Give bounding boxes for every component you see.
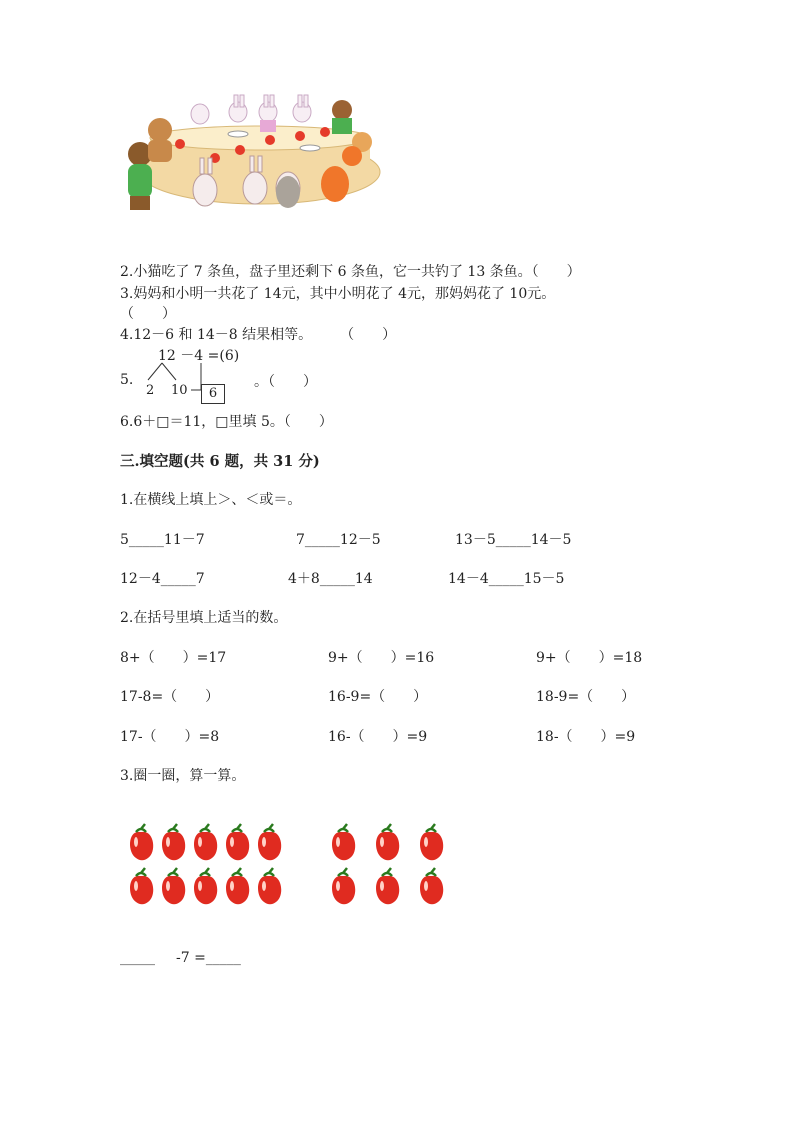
pepper-icon — [258, 868, 281, 904]
compare-cell: 7_____12－5 — [296, 532, 381, 548]
fill-cell: 18-9=（ ） — [536, 689, 636, 705]
fill-cell: 9+（ ）=18 — [536, 650, 643, 666]
question-3: 3.妈妈和小明一共花了 14元，其中小明花了 4元，那妈妈花了 10元。 — [120, 286, 556, 302]
pepper-icon — [420, 824, 443, 860]
compare-cell: 5_____11－7 — [120, 532, 205, 548]
pepper-icon — [162, 868, 185, 904]
fill-cell: 16-（ ）=9 — [328, 729, 428, 745]
q3-expression: -7 =_____ — [176, 950, 241, 966]
animals-table-illustration — [120, 92, 390, 222]
q5-equation: 12 －4 =(6) — [158, 348, 240, 364]
q5-answer-box: 6 — [201, 384, 225, 404]
fill-cell: 9+（ ）=16 — [328, 650, 435, 666]
question-4: 4.12－6 和 14－8 结果相等。 （ ） — [120, 327, 397, 343]
pepper-icon — [194, 868, 217, 904]
question-2: 2.小猫吃了 7 条鱼，盘子里还剩下 6 条鱼，它一共钓了 13 条鱼。（ ） — [120, 264, 581, 280]
s3-q2-title: 2.在括号里填上适当的数。 — [120, 610, 288, 626]
q5-tail: 。（ ） — [254, 374, 317, 390]
pepper-icon — [258, 824, 281, 860]
fill-cell: 17-（ ）=8 — [120, 729, 220, 745]
compare-cell: 14－4_____15－5 — [448, 571, 565, 587]
pepper-icon — [194, 824, 217, 860]
compare-cell: 4＋8_____14 — [288, 571, 373, 587]
compare-cell: 13－5_____14－5 — [455, 532, 572, 548]
pepper-icon — [130, 868, 153, 904]
pepper-icon — [130, 824, 153, 860]
pepper-icon — [226, 824, 249, 860]
question-6: 6.6＋□＝11，□里填 5。（ ） — [120, 414, 333, 430]
q5-part-two: 2 — [146, 383, 155, 398]
fill-cell: 16-9=（ ） — [328, 689, 428, 705]
q3-blank: _____ — [120, 950, 155, 966]
compare-cell: 12－4_____7 — [120, 571, 205, 587]
pepper-group — [124, 822, 464, 912]
s3-q1-title: 1.在横线上填上＞、＜或＝。 — [120, 492, 302, 508]
s3-q3-title: 3.圈一圈，算一算。 — [120, 768, 246, 784]
pepper-icon — [376, 824, 399, 860]
fill-cell: 18-（ ）=9 — [536, 729, 636, 745]
pepper-icon — [162, 824, 185, 860]
fill-cell: 8+（ ）=17 — [120, 650, 227, 666]
pepper-icon — [332, 824, 355, 860]
fill-cell: 17-8=（ ） — [120, 689, 220, 705]
pepper-icon — [226, 868, 249, 904]
pepper-icon — [376, 868, 399, 904]
section-3-title: 三.填空题(共 6 题，共 31 分) — [120, 453, 320, 470]
pepper-icon — [420, 868, 443, 904]
q5-part-ten: 10 — [171, 383, 188, 398]
question-3-answer-paren: （ ） — [120, 306, 176, 322]
pepper-icon — [332, 868, 355, 904]
q5-label: 5. — [120, 372, 134, 388]
